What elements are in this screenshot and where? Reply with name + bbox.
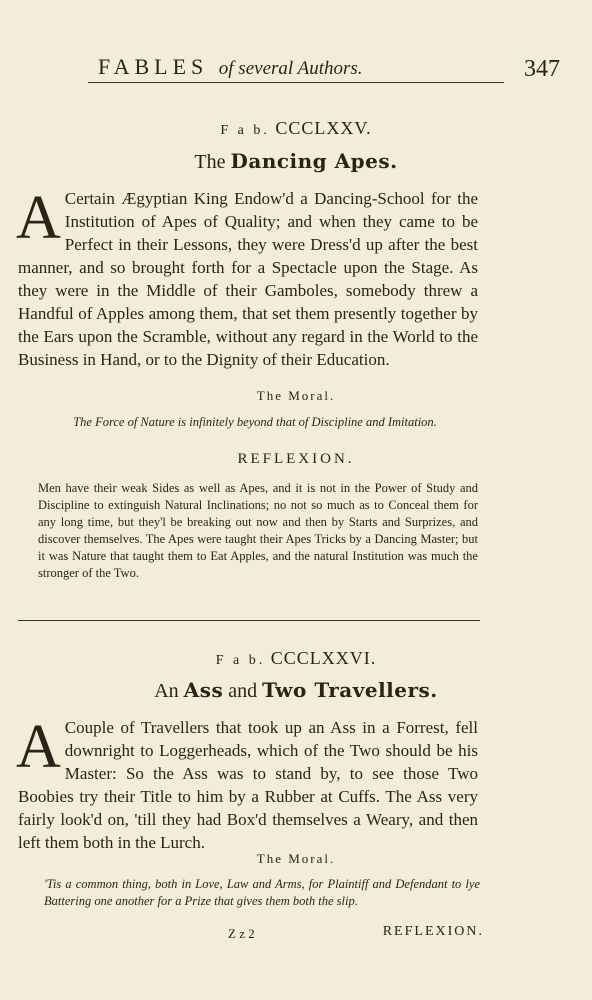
fable-title-plain: and [228,680,258,702]
running-header [88,52,562,84]
running-title [98,54,363,80]
fable-body-text: Couple of Travellers that took up an Ass in a Forrest, fell downright to Loggerheads, which of the Two should be his Master: So the Ass was to stand by, to see those Two Boobies try their Title to him by a Rubber at Cuffs. The Ass very fairly look'd on, 'till they had Box'd themselves a Weary, and then left them both in the Lurch. [18,718,478,852]
fable-number-prefix: F a b. [215,653,266,668]
fable-number [0,118,592,139]
fable-number-value: CCCLXXVI. [270,648,377,668]
header-rule [88,82,504,83]
fable-body [16,184,478,371]
fable-number-value: CCCLXXV. [275,118,372,138]
fable-number-prefix: F a b. [220,123,270,138]
catchword: REFLEXION. [382,924,484,939]
fable-title-blackletter: Ass [183,678,224,702]
running-title-italic: of several Authors. [218,58,363,79]
fable-title-plain: The [194,151,226,173]
fable-body-text: Certain Ægyptian King Endow'd a Dancing-School for the Institution of Apes of Quality; and when they came to be Perfect in their Lessons, they were Dress'd up after the best manner, and so brought forth for a Spectacle upon the Stage. As they were in the Middle of their Gamboles, somebody threw a Handful of Apples among them, that set them presently together by the Ears upon the Scramble, without any regard in the World to the Business in Hand, or to the Dignity of their Education. [18,189,478,369]
drop-cap: A [16,184,61,252]
signature-mark: Z z 2 [228,926,255,941]
moral-heading: The Moral. [256,388,336,403]
drop-cap: A [16,713,61,781]
fable-title [0,678,592,703]
fable-title [0,149,592,174]
fable-number [0,648,592,669]
fable-title-plain: An [154,680,179,702]
section-divider [18,620,480,621]
page-number: 347 [524,56,560,82]
reflexion-text [38,480,478,582]
reflexion-heading: REFLEXION. [237,451,355,467]
running-title-caps: FABLES [98,54,209,79]
moral-text: The Force of Nature is infinitely beyond that of Discipline and Imitation. [73,415,437,429]
reflexion-text-body: Men have their weak Sides as well as Apes, and it is not in the Power of Study and Discipline to extinguish Natural Inclinations; no not so much as to Conceal them for any long time, but they'l be breaking out now and then by Starts and Surprizes, and discover themselves. The Apes were taught their Apes Tricks by a Dancing Master; but it was Nature that taught them to Eat Apples, and the natural Institution was much the stronger of the Two. [38,481,478,580]
fable-body [16,713,478,854]
moral-heading: The Moral. [256,851,336,866]
moral-text: 'Tis a common thing, both in Love, Law and Arms, for Plaintiff and Defendant to lye Battering one another for a Prize that gives them both the slip. [44,877,480,908]
fable-title-blackletter: Dancing Apes. [230,149,398,173]
fable-title-blackletter: Two Travellers. [262,678,438,702]
